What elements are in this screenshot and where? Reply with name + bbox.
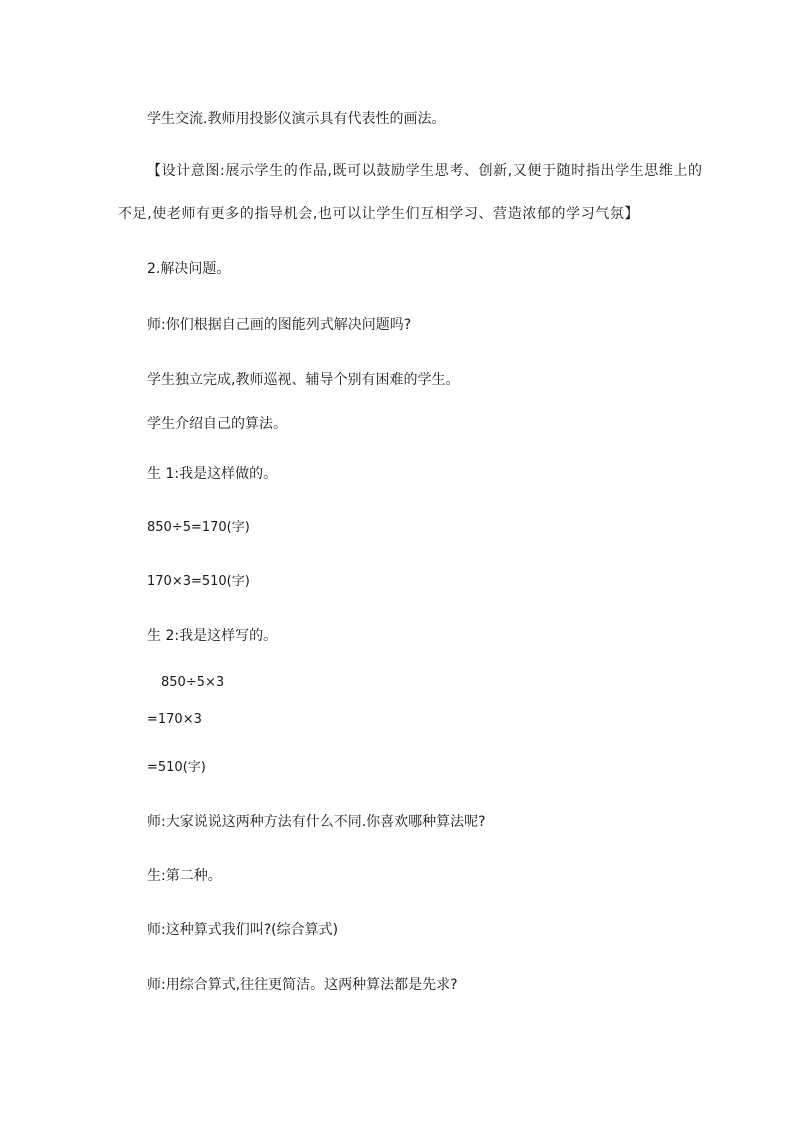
section-heading-solve-problem: 2.解决问题。 (147, 261, 231, 277)
paragraph-design-intent-line2: 不足,使老师有更多的指导机会,也可以让学生们互相学习、营造浓郁的学习气氛】 (118, 206, 640, 222)
paragraph-student-answer: 生:第二种。 (147, 868, 222, 884)
equation-step2: 170×3=510(字) (147, 574, 250, 589)
equation-combined-line2: =170×3 (147, 712, 202, 727)
equation-combined-line3: =510(字) (147, 760, 206, 775)
equation-combined-line1: 850÷5×3 (161, 675, 225, 690)
paragraph-design-intent-line1: 【设计意图:展示学生的作品,既可以鼓励学生思考、创新,又便于随时指出学生思维上的 (147, 163, 703, 179)
paragraph-teacher-summary: 师:用综合算式,往往更简洁。这两种算法都是先求? (147, 977, 458, 993)
paragraph-student2: 生 2:我是这样写的。 (147, 628, 278, 644)
paragraph-student1: 生 1:我是这样做的。 (147, 466, 278, 482)
equation-step1: 850÷5=170(字) (147, 520, 250, 535)
paragraph-student-exchange: 学生交流.教师用投影仪演示具有代表性的画法。 (147, 111, 446, 127)
paragraph-teacher-question: 师:你们根据自己画的图能列式解决问题吗? (147, 317, 412, 333)
paragraph-introduce-method: 学生介绍自己的算法。 (147, 416, 287, 432)
paragraph-teacher-naming: 师:这种算式我们叫?(综合算式) (147, 922, 339, 938)
paragraph-independent-work: 学生独立完成,教师巡视、辅导个别有困难的学生。 (147, 372, 460, 388)
paragraph-teacher-compare: 师:大家说说这两种方法有什么不同.你喜欢哪种算法呢? (147, 814, 486, 830)
